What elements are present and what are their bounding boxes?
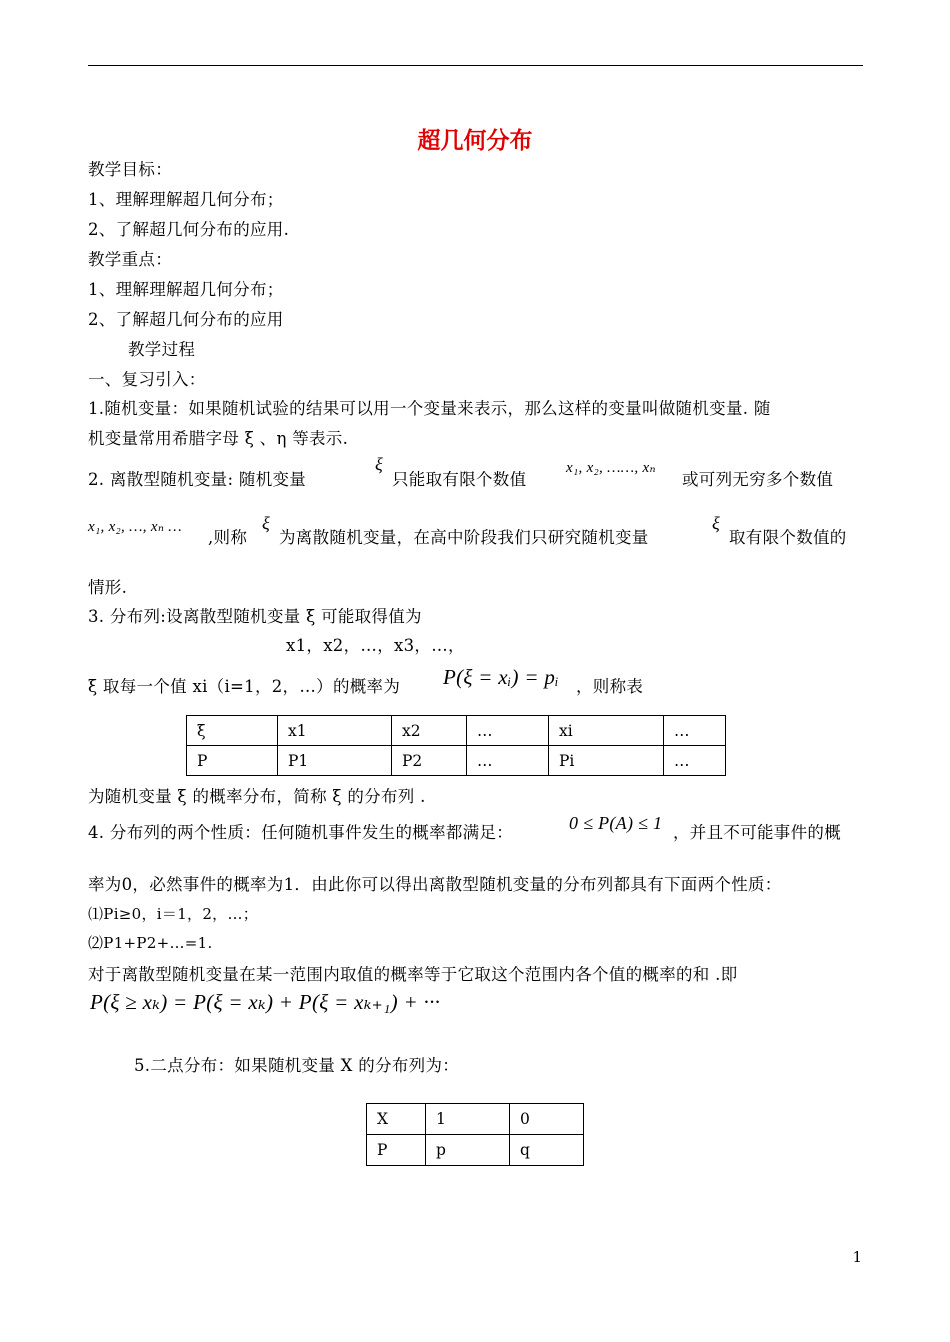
keypoint-1: 1、理解理解超几何分布； [88,280,284,299]
table-cell: P2 [392,746,467,776]
section-process-heading: 教学过程 [128,340,196,359]
two-point-table [366,1103,584,1166]
xi-symbol: ξ [262,513,271,533]
probability-range-formula: 0 ≤ P(A) ≤ 1 [569,813,663,833]
table-cell: Pi [549,746,664,776]
distribution-table [186,715,726,776]
page-number: 1 [852,1248,862,1266]
table-cell: … [467,716,549,746]
discrete-def-text-f: 取有限个数值的 [729,528,847,547]
header-rule [88,65,863,66]
table-cell: x2 [392,716,467,746]
property-2: ⑵P1+P2+…=1. [88,934,213,952]
distribution-def-line1: 3. 分布列:设离散型随机变量 ξ 可能取得值为 [88,607,422,626]
table-cell: X [367,1104,426,1135]
table-cell: q [510,1135,584,1166]
range-probability-formula: P(ξ ≥ xₖ) = P(ξ = xₖ) + P(ξ = xₖ₊₁) + ··· [90,990,441,1014]
section-review-heading: 一、复习引入： [88,370,206,389]
table-cell: P1 [278,746,392,776]
table-row [187,746,726,776]
table-cell: P [367,1135,426,1166]
distribution-def-line2-end: ，则称表 [576,677,644,696]
table-cell: … [467,746,549,776]
property-line2: 率为0，必然事件的概率为1．由此你可以得出离散型随机变量的分布列都具有下面两个性质： [88,875,782,894]
two-point-dist-heading: 5.二点分布：如果随机变量 X 的分布列为： [134,1056,460,1075]
section-keypoints-heading: 教学重点： [88,250,172,269]
distribution-def-line3: 为随机变量 ξ 的概率分布，简称 ξ 的分布列 . [88,787,426,806]
distribution-def-line2: ξ 取每一个值 xi（i=1，2，…）的概率为 [88,677,401,696]
finite-sequence-formula: x₁, x₂, ……, xₙ [566,460,656,476]
xi-symbol: ξ [375,454,384,474]
table-cell: … [664,716,726,746]
property-line1-end: ，并且不可能事件的概 [673,823,841,842]
table-row [367,1135,584,1166]
table-row [367,1104,584,1135]
xi-symbol: ξ [712,513,721,533]
document-title: 超几何分布 [417,128,533,154]
discrete-def-text-e: 为离散随机变量，在高中阶段我们只研究随机变量 [279,528,649,547]
objective-2: 2、了解超几何分布的应用. [88,220,290,239]
objective-1: 1、理解理解超几何分布； [88,190,284,209]
keypoint-2: 2、了解超几何分布的应用 [88,310,284,329]
probability-formula: P(ξ = xᵢ) = pᵢ [443,665,559,689]
section-objectives-heading: 教学目标： [88,160,172,179]
table-cell: ξ [187,716,278,746]
table-row [187,716,726,746]
table-cell: … [664,746,726,776]
range-probability-text: 对于离散型随机变量在某一范围内取值的概率等于它取这个范围内各个值的概率的和 .即 [88,965,738,984]
table-cell: 0 [510,1104,584,1135]
table-cell: P [187,746,278,776]
table-cell: xi [549,716,664,746]
discrete-def-text-d: ,则称 [208,528,248,547]
property-line1: 4. 分布列的两个性质：任何随机事件发生的概率都满足： [88,823,514,842]
table-cell: 1 [426,1104,510,1135]
discrete-def-text-a: 2. 离散型随机变量: 随机变量 [88,470,307,489]
random-variable-def-line1: 1.随机变量：如果随机试验的结果可以用一个变量来表示，那么这样的变量叫做随机变量. 随 [88,399,771,418]
values-sequence: x1，x2，…，x3，…， [286,636,465,655]
table-cell: x1 [278,716,392,746]
random-variable-def-line2: 机变量常用希腊字母 ξ 、η 等表示. [88,429,349,448]
table-cell: p [426,1135,510,1166]
discrete-def-text-g: 情形. [88,578,128,597]
discrete-def-text-b: 只能取有限个数值 [392,470,527,489]
property-1: ⑴Pi≥0，i＝1，2，…； [88,905,259,923]
discrete-def-text-c: 或可列无穷多个数值 [682,470,834,489]
infinite-sequence-formula: x₁, x₂, …, xₙ … [88,519,182,535]
